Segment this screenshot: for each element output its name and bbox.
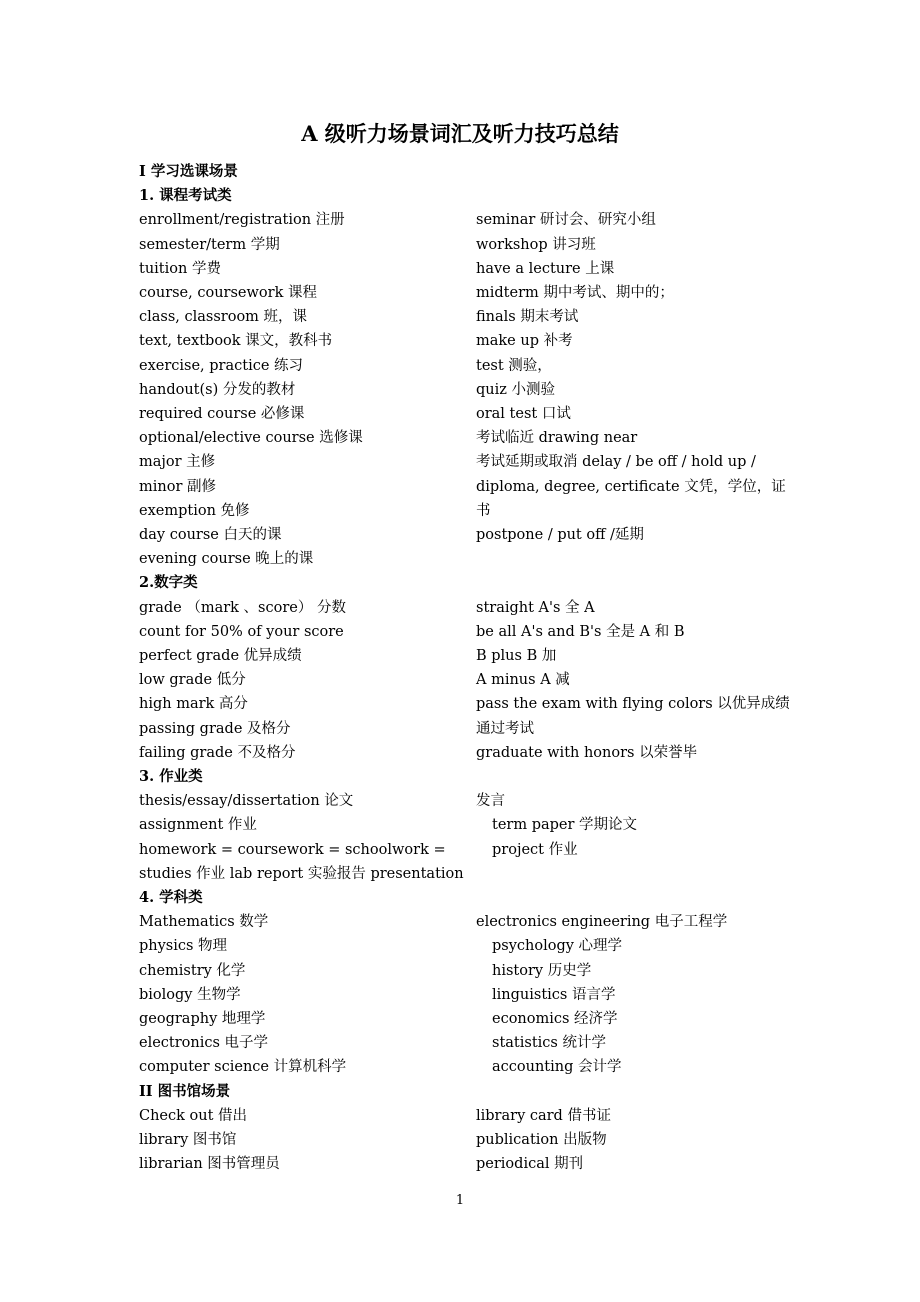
- term-entry: 通过考试: [476, 720, 534, 737]
- term-entry: perfect grade 优异成绩: [139, 648, 302, 664]
- term-entry: project 作业: [492, 841, 578, 858]
- term-entry: seminar 研讨会、研究小组: [476, 212, 656, 229]
- term-entry: evening course 晚上的课: [139, 551, 314, 568]
- term-entry: history 历史学: [492, 962, 592, 979]
- term-entry: exercise, practice 练习: [139, 357, 304, 374]
- term-entry: library card 借书证: [476, 1107, 611, 1124]
- term-entry: required course 必修课: [139, 406, 305, 422]
- subsection-heading: 4. 学科类: [139, 889, 203, 906]
- term-entry: chemistry 化学: [139, 962, 246, 979]
- term-entry: statistics 统计学: [492, 1035, 606, 1052]
- subsection-heading: 1. 课程考试类: [139, 187, 232, 205]
- term-entry: oral test 口试: [476, 406, 571, 422]
- term-entry: have a lecture 上课: [476, 260, 615, 277]
- term-entry: grade （mark 、score） 分数: [139, 599, 346, 616]
- term-entry: economics 经济学: [492, 1011, 618, 1027]
- term-entry: exemption 免修: [139, 502, 250, 519]
- subsection-heading: 2.数字类: [139, 574, 198, 592]
- term-entry: handout(s) 分发的教材: [139, 381, 296, 398]
- section-heading: I 学习选课场景: [139, 163, 238, 180]
- term-entry: diploma, degree, certificate 文凭，学位，证: [476, 478, 786, 495]
- term-entry: make up 补考: [476, 333, 573, 350]
- term-entry: accounting 会计学: [492, 1059, 622, 1076]
- term-entry: periodical 期刊: [476, 1156, 584, 1173]
- term-entry: finals 期末考试: [476, 309, 579, 326]
- term-entry: physics 物理: [139, 938, 228, 955]
- term-entry: major 主修: [139, 454, 216, 471]
- term-entry: workshop 讲习班: [476, 236, 596, 253]
- term-entry: low grade 低分: [139, 672, 246, 689]
- term-entry: studies 作业 lab report 实验报告 presentation: [139, 865, 464, 882]
- page-number: 1: [455, 1193, 465, 1208]
- term-entry: minor 副修: [139, 478, 216, 495]
- term-entry: enrollment/registration 注册: [139, 212, 345, 229]
- term-entry: term paper 学期论文: [492, 817, 638, 834]
- term-entry: electronics 电子学: [139, 1035, 269, 1052]
- term-entry: course, coursework 课程: [139, 285, 317, 301]
- term-entry: biology 生物学: [139, 986, 241, 1003]
- term-entry: 书: [476, 502, 491, 519]
- term-entry: librarian 图书管理员: [139, 1156, 280, 1173]
- term-entry: test 测验，: [476, 357, 552, 374]
- term-entry: straight A's 全 A: [476, 599, 595, 616]
- term-entry: optional/elective course 选修课: [139, 430, 363, 447]
- subsection-heading: 3. 作业类: [139, 768, 203, 785]
- term-entry: electronics engineering 电子工程学: [476, 914, 728, 931]
- page-title: A 级听力场景词汇及听力技巧总结: [301, 121, 619, 146]
- term-entry: tuition 学费: [139, 260, 221, 277]
- term-entry: linguistics 语言学: [492, 986, 616, 1003]
- term-entry: count for 50% of your score: [139, 623, 344, 640]
- term-entry: homework = coursework = schoolwork =: [139, 841, 446, 858]
- section-heading: II 图书馆场景: [139, 1082, 231, 1100]
- term-entry: 考试临近 drawing near: [476, 430, 638, 447]
- term-entry: pass the exam with flying colors 以优异成绩: [476, 696, 790, 713]
- term-entry: 发言: [476, 793, 505, 810]
- term-entry: text, textbook 课文，教科书: [139, 333, 333, 350]
- term-entry: day course 白天的课: [139, 527, 282, 543]
- term-entry: midterm 期中考试、期中的；: [476, 285, 674, 301]
- term-entry: quiz 小测验: [476, 381, 556, 398]
- term-entry: 考试延期或取消 delay / be off / hold up /: [476, 454, 756, 471]
- term-entry: publication 出版物: [476, 1132, 607, 1148]
- term-entry: geography 地理学: [139, 1011, 266, 1027]
- term-entry: A minus A 减: [476, 672, 570, 689]
- term-entry: be all A's and B's 全是 A 和 B: [476, 623, 685, 640]
- term-entry: Check out 借出: [139, 1107, 248, 1124]
- term-entry: assignment 作业: [139, 817, 257, 834]
- term-entry: graduate with honors 以荣誉毕: [476, 744, 698, 761]
- term-entry: Mathematics 数学: [139, 914, 269, 931]
- term-entry: failing grade 不及格分: [139, 744, 296, 761]
- term-entry: passing grade 及格分: [139, 720, 291, 737]
- term-entry: library 图书馆: [139, 1132, 237, 1148]
- term-entry: class, classroom 班，课: [139, 309, 308, 326]
- term-entry: psychology 心理学: [492, 938, 623, 955]
- term-entry: B plus B 加: [476, 648, 557, 664]
- term-entry: thesis/essay/dissertation 论文: [139, 793, 354, 810]
- term-entry: postpone / put off /延期: [476, 527, 644, 543]
- term-entry: high mark 高分: [139, 696, 248, 713]
- term-entry: semester/term 学期: [139, 236, 280, 253]
- term-entry: computer science 计算机科学: [139, 1059, 347, 1076]
